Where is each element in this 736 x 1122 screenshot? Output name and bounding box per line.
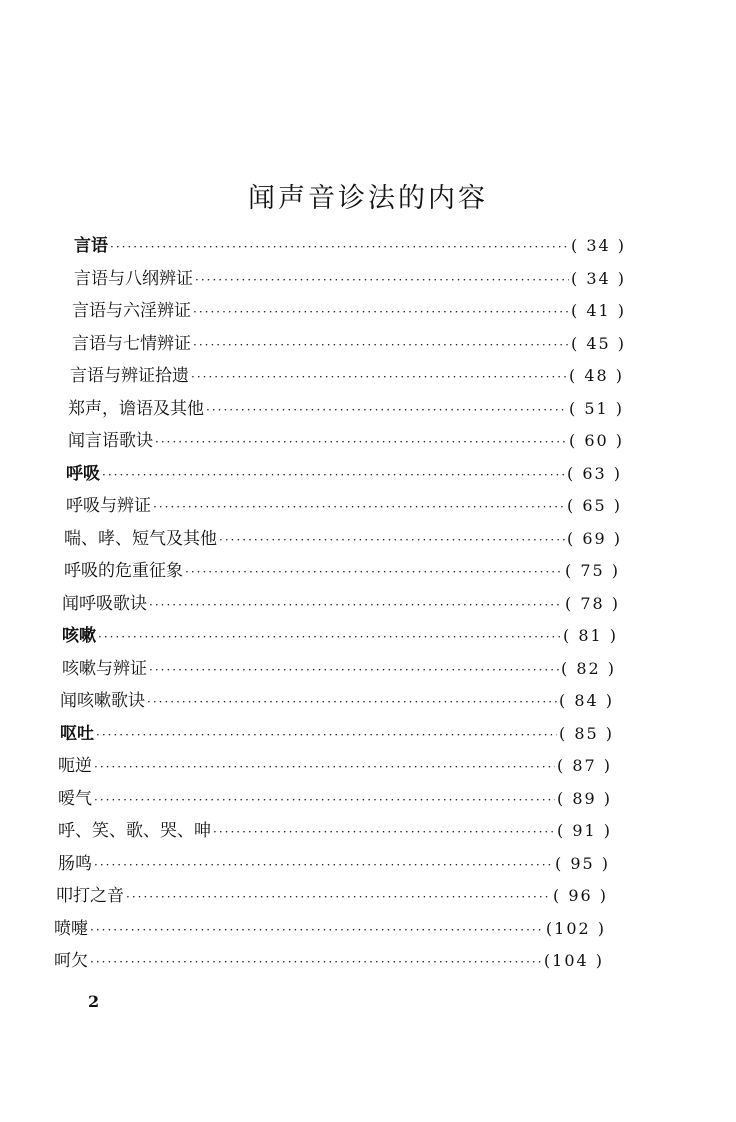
toc-entry <box>0 881 736 914</box>
toc-entry-page: ( 89 ) <box>556 788 612 808</box>
toc-entry-page: ( 48 ) <box>568 366 624 385</box>
toc-entry-page: ( 45 ) <box>570 333 626 353</box>
toc-entry <box>0 816 736 849</box>
dot-leader <box>193 305 569 319</box>
toc-entry-page: ( 75 ) <box>564 561 620 580</box>
toc-entry <box>0 719 736 752</box>
toc-entry-title: 言语 <box>74 236 108 256</box>
toc-entry-title: 呼、笑、歌、哭、呻 <box>58 821 211 841</box>
toc-entry <box>0 686 736 719</box>
toc-entry <box>0 589 736 622</box>
toc-entry-page: (102 ) <box>545 918 606 938</box>
dot-leader <box>94 760 555 774</box>
toc-entry-page: ( 84 ) <box>558 691 614 710</box>
toc-entry-page: ( 60 ) <box>568 431 624 450</box>
toc-entry <box>0 556 736 589</box>
toc-entry <box>0 329 736 362</box>
dot-leader <box>195 273 569 287</box>
toc-entry-page: ( 41 ) <box>570 301 626 320</box>
toc-entry-title: 呼吸与辨证 <box>66 496 151 516</box>
toc-entry-page: ( 87 ) <box>556 756 612 775</box>
toc-entry <box>0 491 736 524</box>
dot-leader <box>149 663 559 677</box>
toc-entry <box>0 426 736 459</box>
page-title: 闻声音诊法的内容 <box>248 183 488 214</box>
dot-leader <box>153 500 565 514</box>
toc-entry-page: ( 63 ) <box>566 463 622 483</box>
toc-entry-title: 闻呼吸歌诀 <box>62 593 147 614</box>
dot-leader <box>213 825 555 839</box>
toc-entry-title: 言语与七情辨证 <box>72 333 191 354</box>
toc-entry-page: ( 69 ) <box>566 528 622 548</box>
toc-entry-title: 呼吸的危重征象 <box>64 561 183 581</box>
toc-entry-page: ( 91 ) <box>556 821 612 840</box>
toc-entry-title: 叩打之音 <box>56 886 124 906</box>
toc-entry-title: 喷嚏 <box>54 918 88 939</box>
dot-leader <box>206 403 567 417</box>
toc-entry <box>0 524 736 557</box>
toc-entry-page: ( 82 ) <box>560 658 616 678</box>
toc-entry <box>0 784 736 817</box>
toc-entry <box>0 621 736 654</box>
toc-entry <box>0 914 736 947</box>
dot-leader <box>126 890 551 904</box>
dot-leader <box>155 435 567 449</box>
dot-leader <box>94 858 553 872</box>
toc-entry-title: 言语与八纲辨证 <box>74 268 193 289</box>
dot-leader <box>149 598 563 612</box>
toc-entry-title: 呕吐 <box>60 723 94 744</box>
dot-leader <box>185 565 563 579</box>
toc-entry <box>0 231 736 264</box>
toc-entry-title: 闻咳嗽歌诀 <box>60 691 145 711</box>
dot-leader <box>219 533 565 547</box>
toc-entry <box>0 751 736 784</box>
toc-entry-page: ( 65 ) <box>566 496 622 515</box>
dot-leader <box>147 695 557 709</box>
page-number: 2 <box>88 992 100 1011</box>
toc-entry <box>0 264 736 297</box>
toc-entry-title: 喘、哮、短气及其他 <box>64 528 217 549</box>
toc-entry-title: 嗳气 <box>58 788 92 809</box>
toc-entry-page: ( 78 ) <box>564 593 620 613</box>
toc-entry-page: ( 85 ) <box>558 723 614 743</box>
toc-entry-page: (104 ) <box>543 951 604 970</box>
toc-entry <box>0 946 736 979</box>
dot-leader <box>110 240 569 254</box>
toc-entry-title: 咳嗽 <box>62 626 96 646</box>
dot-leader <box>102 468 565 482</box>
toc-entry-title: 肠鸣 <box>58 853 92 874</box>
dot-leader <box>94 793 555 807</box>
dot-leader <box>191 370 567 384</box>
toc-entry-page: ( 51 ) <box>568 398 624 418</box>
dot-leader <box>90 923 544 937</box>
toc-entry-title: 言语与辨证拾遗 <box>70 366 189 386</box>
dot-leader <box>98 630 561 644</box>
toc-entry-title: 呃逆 <box>58 756 92 776</box>
toc-entry <box>0 296 736 329</box>
dot-leader <box>96 728 557 742</box>
toc-entry-page: ( 95 ) <box>554 853 610 873</box>
toc-entry-title: 言语与六淫辨证 <box>72 301 191 321</box>
toc-entry-title: 闻言语歌诀 <box>68 431 153 451</box>
toc-entry-title: 郑声，谵语及其他 <box>68 398 204 419</box>
toc-entry-page: ( 34 ) <box>570 268 626 288</box>
toc-entry <box>0 394 736 427</box>
toc-entry <box>0 361 736 394</box>
toc-entry-title: 咳嗽与辨证 <box>62 658 147 679</box>
dot-leader <box>193 338 569 352</box>
toc-entry <box>0 459 736 492</box>
toc-entry-page: ( 81 ) <box>562 626 618 645</box>
table-of-contents <box>0 231 736 979</box>
toc-entry-page: ( 96 ) <box>552 886 608 905</box>
toc-entry <box>0 849 736 882</box>
toc-entry-title: 呵欠 <box>54 951 88 971</box>
toc-entry-page: ( 34 ) <box>570 236 626 255</box>
dot-leader <box>90 955 542 969</box>
toc-entry-title: 呼吸 <box>66 463 100 484</box>
toc-entry <box>0 654 736 687</box>
